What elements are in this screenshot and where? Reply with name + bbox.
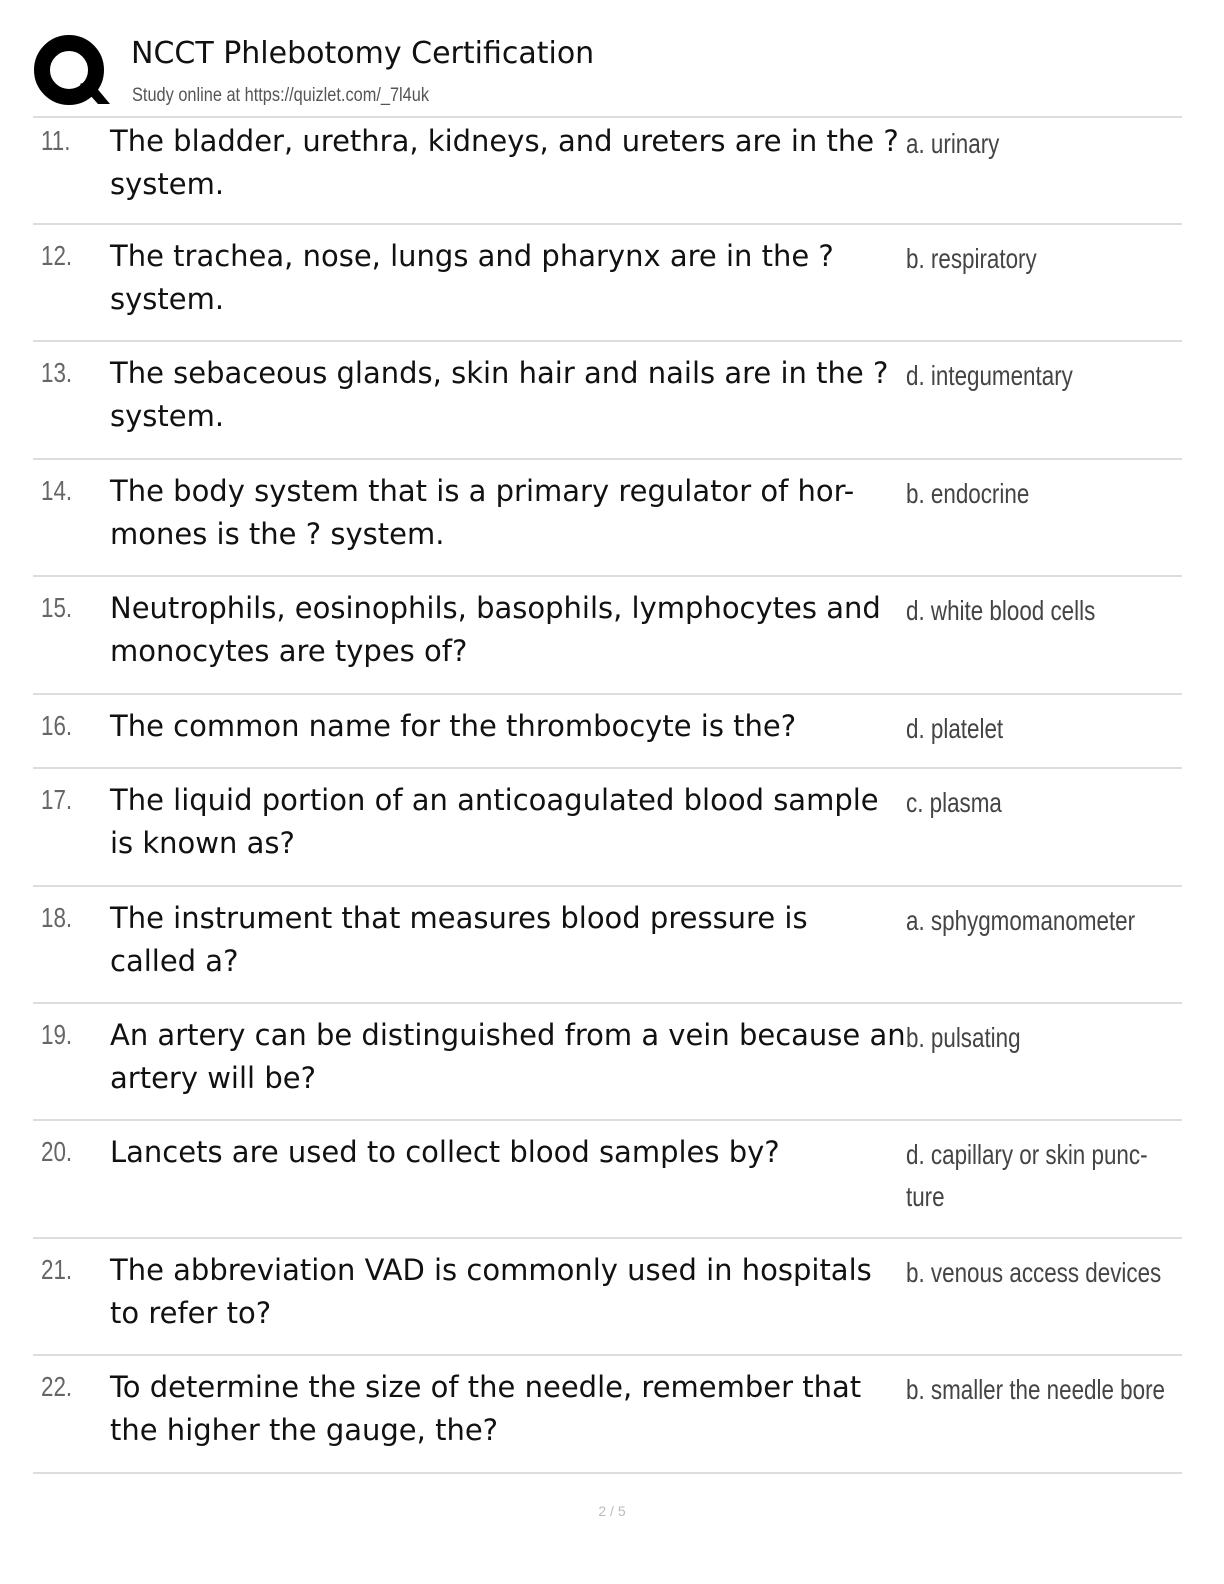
quizlet-logo-icon [32,32,112,112]
card-question: The body system that is a primary regulator of hor- mones is the ? system. [110,474,855,551]
card-question: The instrument that measures blood pressure is called a? [110,901,808,978]
card-answer: d. white blood cells [906,595,1096,626]
card-question: The trachea, nose, lungs and pharynx are in the ? system. [110,239,834,316]
card-number: 14. [41,475,73,506]
flashcard-row [33,118,1182,225]
card-number: 19. [41,1019,73,1050]
document-title: NCCT Phlebotomy Certification [131,36,595,71]
card-answer: a. sphygmomanometer [906,905,1136,936]
card-question: The bladder, urethra, kidneys, and ureters are in the ? system. [110,124,899,201]
card-number: 15. [41,592,73,623]
card-answer: b. respiratory [906,243,1037,274]
flashcard-row [33,577,1182,695]
flashcard-row [33,1121,1182,1239]
card-answer: a. urinary [906,128,1000,159]
card-answer: b. pulsating [906,1022,1021,1053]
card-question: Lancets are used to collect blood samples by? [110,1135,780,1169]
card-question: The liquid portion of an anticoagulated blood sample is known as? [110,783,879,860]
card-number: 21. [41,1254,73,1285]
card-number: 22. [41,1371,73,1402]
flashcard-row [33,460,1182,577]
flashcard-row [33,887,1182,1004]
card-question: An artery can be distinguished from a vein because an artery will be? [110,1018,906,1095]
card-answer: b. smaller the needle bore [906,1374,1165,1405]
card-answer: b. endocrine [906,478,1030,509]
flashcard-row [33,1239,1182,1356]
flashcard-list [33,116,1182,1474]
flashcard-row [33,342,1182,460]
card-question: To determine the size of the needle, remember that the higher the gauge, the? [110,1370,862,1447]
card-answer: d. capillary or skin punc- ture [906,1139,1148,1212]
card-question: The sebaceous glands, skin hair and nails are in the ? system. [110,356,889,433]
card-question: The abbreviation VAD is commonly used in hospitals to refer to? [110,1253,872,1330]
study-online-link[interactable]: Study online at https://quizlet.com/_7l4uk [132,85,430,106]
flashcard-row [33,769,1182,887]
flashcard-row [33,695,1182,769]
card-question: The common name for the thrombocyte is the? [110,709,797,743]
card-question: Neutrophils, eosinophils, basophils, lymphocytes and monocytes are types of? [110,591,881,668]
card-answer: b. venous access devices [906,1257,1162,1288]
flashcard-row [33,1356,1182,1474]
card-number: 18. [41,902,73,933]
flashcard-row [33,225,1182,342]
card-number: 12. [41,240,73,271]
flashcard-row [33,1004,1182,1121]
card-number: 16. [41,710,73,741]
page-header [32,30,1192,116]
card-answer: d. integumentary [906,360,1073,391]
card-number: 13. [41,357,73,388]
card-number: 11. [41,125,71,156]
card-answer: d. platelet [906,713,1004,744]
page-number: 2 / 5 [598,1503,626,1519]
card-number: 17. [41,784,73,815]
card-number: 20. [41,1136,73,1167]
card-answer: c. plasma [906,787,1002,818]
